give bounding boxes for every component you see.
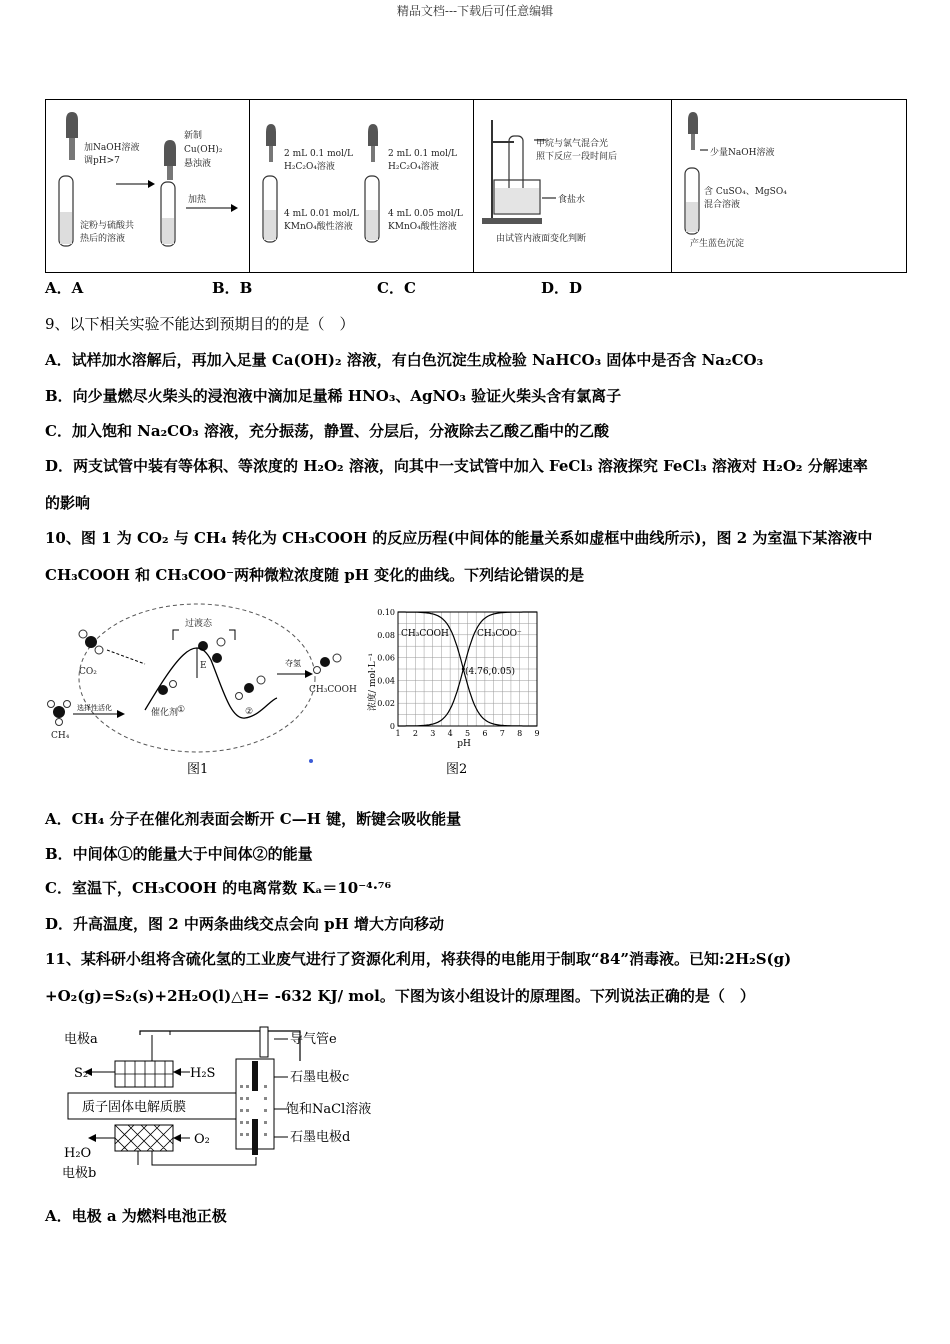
q9-option-d[interactable]: D．两支试管中装有等体积、等浓度的 H₂O₂ 溶液，向其中一支试管中加入 FeCl₃ 溶液探究 FeCl₃ 溶液对 H₂O₂ 分解速率 [45,457,868,475]
q10-option-d[interactable]: D．升高温度，图 2 中两条曲线交点会向 pH 增大方向移动 [45,915,444,933]
electrode-b-label: 电极b [62,1166,97,1181]
q9-stem: 9、以下相关实验不能达到预期目的的是（ ） [45,315,355,333]
catalyst-label: 催化剂 [151,708,179,718]
blue-dot [309,759,313,763]
x-tick-label: 7 [499,729,505,738]
table-cell-d [672,100,906,272]
q8-option-b[interactable]: B．B [212,279,253,297]
gas-tube-label: 导气管e [290,1032,337,1047]
label-ph: 调pH>7 [84,156,120,166]
hydrogen-abstraction-label: 夺氢 [285,659,301,668]
x-tick-label: 3 [430,729,436,738]
energy-label: E [200,661,207,671]
q11-option-a[interactable]: A．电极 a 为燃料电池正极 [45,1207,227,1225]
h2s-label: H₂S [190,1066,216,1081]
o2-label: O₂ [194,1132,210,1147]
diagram-cu-precipitate [672,100,906,272]
label-naoh: 加NaOH溶液 [84,143,140,153]
x-tick-label: 4 [447,729,453,738]
s2-label: S₂ [74,1066,89,1081]
label-blue-ppt: 产生蓝色沉淀 [690,239,745,249]
q11-stem-1: 11、某科研小组将含硫化氢的工业废气进行了资源化利用，将获得的电能用于制取“84”消毒液。已知:2H₂S(g) [45,950,792,968]
label-mixed: 混合溶液 [704,200,741,210]
figure-fuel-cell [60,1025,390,1190]
label-oxalic-2b: H₂C₂O₄溶液 [388,162,439,172]
label-fresh: 新制 [184,131,203,141]
h2o-label: H₂O [64,1146,92,1161]
electrode-a-label: 电极a [64,1032,98,1047]
q8-option-a[interactable]: A．A [45,279,84,297]
figure-1-caption: 图1 [187,762,209,777]
intersection-annotation: (4.76,0.05) [465,667,515,677]
co2-label: CO₂ [79,667,97,677]
q10-stem-1: 10、图 1 为 CO₂ 与 CH₄ 转化为 CH₃COOH 的反应历程(中间体的能量关系如虚框中曲线所示)，图 2 为室温下某溶液中 [45,529,873,547]
chart-ylabel: 浓度/ mol·L⁻¹ [368,653,378,711]
legend-ch3cooh: CH₃COOH [401,629,449,639]
diagram-starch-hydrolysis [46,100,250,272]
label-judge: 由试管内液面变化判断 [496,234,587,244]
chart-axes [377,608,539,738]
diagram-kmno4-rate [250,100,474,272]
legend-ch3coo: CH₃COO⁻ [477,629,522,639]
intermediate-2-label: ② [245,707,254,717]
y-tick-label: 0.10 [377,608,395,617]
q8-option-c[interactable]: C．C [377,279,416,297]
selective-activation-label: 选择性活化 [77,704,112,712]
y-tick-label: 0.06 [377,653,395,663]
label-heat: 加热 [188,195,207,205]
x-tick-label: 2 [412,729,418,738]
table-cell-b [250,100,474,272]
y-tick-label: 0.02 [377,699,395,709]
diagram-methane-chlorine [474,100,672,272]
q8-option-d[interactable]: D．D [541,279,583,297]
graphite-c-label: 石墨电极c [290,1070,350,1085]
x-tick-label: 6 [482,729,488,738]
label-kmno4-1b: KMnO₄酸性溶液 [284,222,353,232]
ch4-label: CH₄ [51,731,70,741]
q10-option-b[interactable]: B．中间体①的能量大于中间体②的能量 [45,845,313,863]
table-cell-c [474,100,672,272]
y-tick-label: 0 [389,722,395,731]
label-starch: 淀粉与硫酸共 [80,221,135,231]
y-tick-label: 0.08 [377,630,395,640]
q9-option-a[interactable]: A．试样加水溶解后，再加入足量 Ca(OH)₂ 溶液，有白色沉淀生成检验 NaHCO₃ 固体中是否含 Na₂CO₃ [45,351,764,369]
co2-molecule-icon [85,636,97,648]
label-oxalic-1b: H₂C₂O₄溶液 [284,162,335,172]
intermediate-1-label: ① [177,705,186,715]
q11-stem-2: +O₂(g)=S₂(s)+2H₂O(l)△H= -632 KJ/ mol。下图为该小组设计的原理图。下列说法正确的是（ ） [45,987,755,1005]
label-heated: 热后的溶液 [80,234,126,244]
q9-option-b[interactable]: B．向少量燃尽火柴头的浸泡液中滴加足量稀 HNO₃、AgNO₃ 验证火柴头含有氯离子 [45,387,622,405]
nacl-label: 饱和NaCl溶液 [286,1102,372,1117]
x-tick-label: 9 [534,729,540,738]
table-cell-a [46,100,250,272]
experiment-table [45,99,907,273]
q10-option-a[interactable]: A．CH₄ 分子在催化剂表面会断开 C—H 键，断键会吸收能量 [45,810,462,828]
y-tick-label: 0.04 [377,676,395,686]
label-oxalic-2: 2 mL 0.1 mol/L [388,149,457,159]
label-light: 照下反应一段时间后 [536,152,618,162]
figure-1-reaction-path [45,600,357,760]
label-kmno4-2b: KMnO₄酸性溶液 [388,222,457,232]
x-tick-label: 8 [517,729,523,738]
graphite-d-label: 石墨电极d [290,1130,351,1145]
q9-option-d-cont: 的影响 [45,494,91,512]
figure-2-caption: 图2 [446,762,468,777]
x-tick-label: 5 [464,729,471,738]
label-naoh-small: 少量NaOH溶液 [710,148,775,158]
membrane-label: 质子固体电解质膜 [82,1100,187,1115]
page-header: 精品文档---下载后可任意编辑 [396,4,554,18]
label-kmno4-1: 4 mL 0.01 mol/L [284,209,359,219]
label-cuso4: 含 CuSO₄、MgSO₄ [704,187,787,197]
q9-option-c[interactable]: C．加入饱和 Na₂CO₃ 溶液，充分振荡，静置、分层后，分液除去乙酸乙酯中的乙酸 [45,422,609,440]
label-cuoh2: Cu(OH)₂ [184,145,223,155]
label-kmno4-2: 4 mL 0.05 mol/L [388,209,463,219]
figure-2-chart [355,600,555,780]
q10-option-c[interactable]: C．室温下，CH₃COOH 的电离常数 Kₐ＝10⁻⁴·⁷⁶ [45,879,392,897]
transition-state-label: 过渡态 [185,619,213,629]
ch4-molecule-icon [53,706,65,718]
x-tick-label: 1 [395,729,401,738]
label-methane-chlorine: 甲烷与氯气混合光 [536,139,609,149]
label-brine: 食盐水 [558,195,586,205]
q10-stem-2: CH₃COOH 和 CH₃COO⁻两种微粒浓度随 pH 变化的曲线。下列结论错误的是 [45,566,585,584]
ch3cooh-product-label: CH₃COOH [309,685,357,695]
chart-xlabel: pH [457,739,471,749]
label-suspension: 悬浊液 [184,159,212,169]
label-oxalic-1: 2 mL 0.1 mol/L [284,149,353,159]
